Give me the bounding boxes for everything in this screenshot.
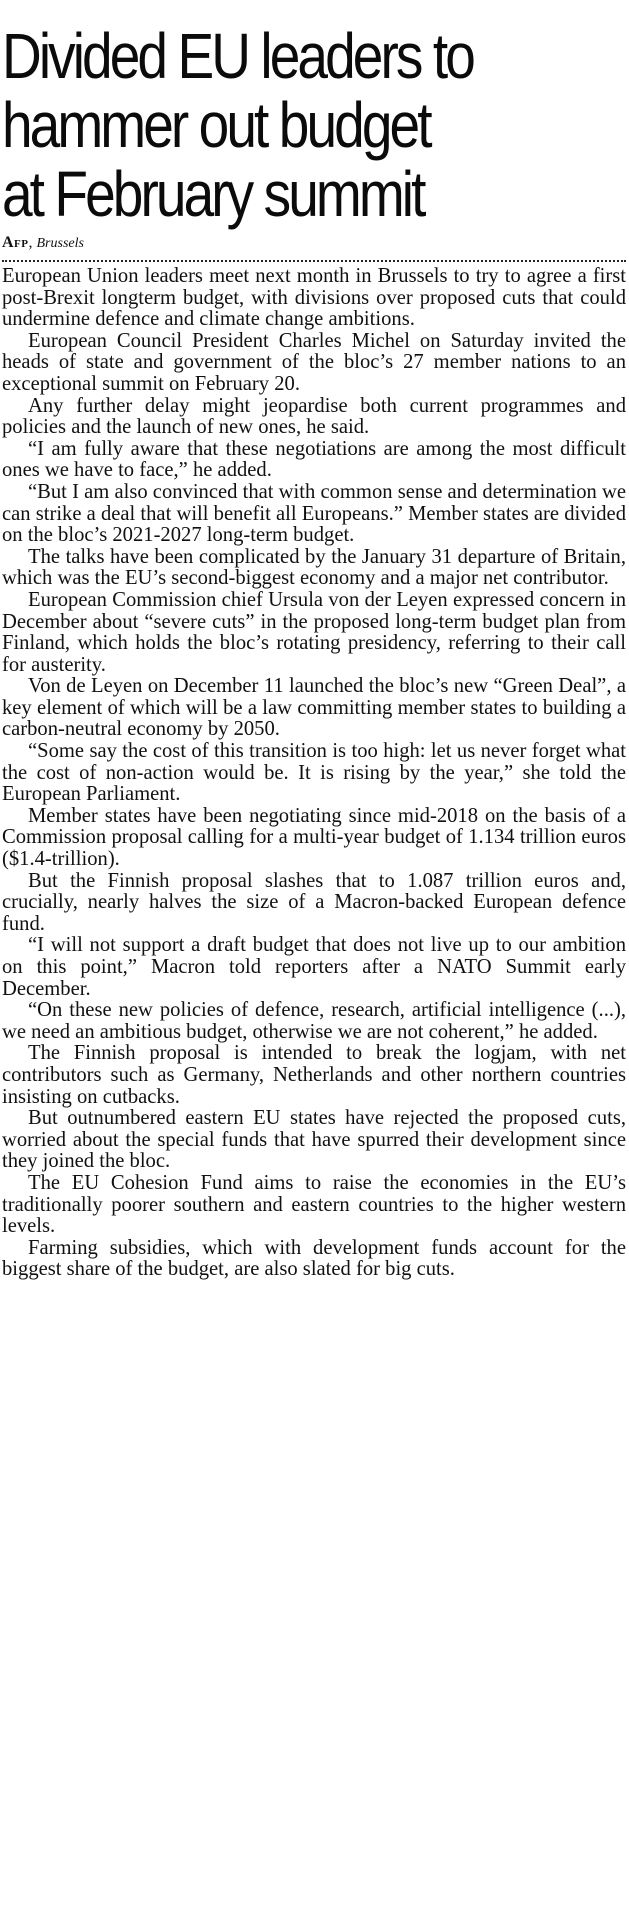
byline-agency: Afp (2, 234, 29, 251)
paragraph: “Some say the cost of this transition is too high: let us never forget what the cost of non-action would be. It is rising by the year,” she told the European Parliament. (2, 740, 626, 806)
paragraph: But outnumbered eastern EU states have rejected the proposed cuts, worried about the special funds that have spurred their development since they joined the bloc. (2, 1107, 626, 1173)
paragraph: The talks have been complicated by the January 31 departure of Britain, which was the EU’s second-biggest economy and a major net contributor. (2, 545, 626, 590)
paragraph: “But I am also convinced that with common sense and determination we can strike a deal that will benefit all Europeans.” Member states are divided on the bloc’s 2021-2027 long-term budget. (2, 480, 626, 547)
paragraph: Farming subsidies, which with development funds account for the biggest share of the budget, are also slated for big cuts. (2, 1236, 626, 1281)
paragraph: The EU Cohesion Fund aims to raise the economies in the EU’s traditionally poorer southern and eastern countries to the higher western levels. (2, 1171, 626, 1238)
byline-city: Brussels (36, 236, 84, 251)
paragraph: “I will not support a draft budget that does not live up to our ambition on this point,” Macron told reporters after a NATO Summit early December. (2, 934, 626, 1000)
paragraph: European Union leaders meet next month in Brussels to try to agree a first post-Brexit longterm budget, with divisions over proposed cuts that could undermine defence and climate change ambitions. (2, 265, 626, 331)
paragraph: Member states have been negotiating since mid-2018 on the basis of a Commission proposal calling for a multi-year budget of 1.134 trillion euros ($1.4-trillion). (2, 804, 626, 871)
headline (2, 22, 629, 229)
paragraph: European Commission chief Ursula von der Leyen expressed concern in December about “severe cuts” in the proposed long-term budget plan from Finland, which holds the bloc’s rotating presidency, referring to their call for austerity. (2, 588, 626, 676)
headline-line: Divided EU leaders to (2, 20, 473, 92)
headline-line: at February summit (2, 158, 424, 230)
news-article (0, 22, 629, 1281)
paragraph: Von de Leyen on December 11 launched the bloc’s new “Green Deal”, a key element of which will be a law committing member states to building a carbon-neutral economy by 2050. (2, 675, 626, 741)
byline: Afp, Brussels (2, 234, 84, 251)
paragraph: European Council President Charles Michel on Saturday invited the heads of state and government of the bloc’s 27 member nations to an exceptional summit on February 20. (2, 329, 626, 395)
article-body (2, 266, 626, 1281)
paragraph: The Finnish proposal is intended to break the logjam, with net contributors such as Germany, Netherlands and other northern countries insisting on cutbacks. (2, 1042, 626, 1108)
paragraph: But the Finnish proposal slashes that to 1.087 trillion euros and, crucially, nearly halves the size of a Macron-backed European defence fund. (2, 869, 626, 935)
headline-line: hammer out budget (2, 89, 430, 161)
paragraph: “On these new policies of defence, research, artificial intelligence (...), we need an ambitious budget, otherwise we are not coherent,” he added. (2, 999, 626, 1043)
paragraph: Any further delay might jeopardise both current programmes and policies and the launch of new ones, he said. (2, 394, 626, 439)
paragraph: “I am fully aware that these negotiations are among the most difficult ones we have to face,” he added. (2, 437, 626, 482)
dotted-divider (2, 260, 626, 262)
